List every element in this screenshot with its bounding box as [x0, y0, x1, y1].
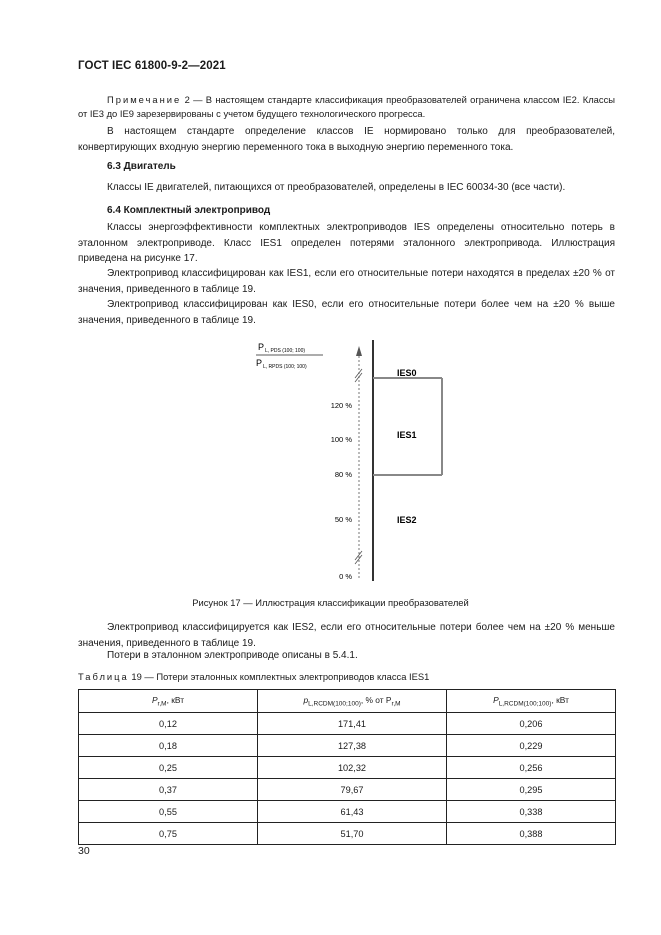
- cell-absolute-losses: 0,256: [447, 757, 616, 779]
- table-caption: [78, 671, 429, 682]
- tick-label-0: 0 %: [339, 572, 352, 581]
- paragraph-ie-definition: В настоящем стандарте определение классов IE нормировано только для преобразователей, конвертирующих входную энергию переменного тока в выходную энергию переменного тока.: [78, 126, 615, 153]
- class-label-ies1: IES1: [397, 430, 417, 440]
- fraction-denominator-subscript: L, RPDS (100; 100): [263, 364, 307, 370]
- table-row: [79, 823, 616, 845]
- table-row: [79, 801, 616, 823]
- table-row: [79, 735, 616, 757]
- reference-losses-table: [78, 689, 616, 845]
- cell-absolute-losses: 0,229: [447, 735, 616, 757]
- y-axis-arrow: [356, 346, 362, 356]
- cell-rated-power: 0,55: [79, 801, 258, 823]
- table-row: [79, 713, 616, 735]
- cell-relative-losses: 127,38: [258, 735, 447, 757]
- document-header: ГОСТ IEC 61800-9-2—2021: [78, 60, 226, 72]
- axis-break-upper-a: [355, 369, 362, 378]
- note-label: Примечание: [107, 94, 182, 105]
- cell-absolute-losses: 0,338: [447, 801, 616, 823]
- axis-break-lower-a: [355, 551, 362, 560]
- table-caption-text: 19 — Потери эталонных комплектных электроприводов класса IES1: [128, 671, 430, 682]
- paragraph-ies0: Электропривод классифицирован как IES0, если его относительные потери более чем на ±20 % выше значения, приведенного в таблице 19.: [78, 299, 615, 326]
- tick-label-100: 100 %: [330, 435, 352, 444]
- fraction-denominator-symbol: P: [256, 358, 263, 368]
- figure-17-diagram: [240, 338, 460, 588]
- cell-rated-power: 0,12: [79, 713, 258, 735]
- note-text: 2 — В настоящем стандарте классификация преобразователей ограничена классом IE2. Классы от IE3 до IE9 зарезервированы с учетом будущего технологического прогресса.: [78, 94, 615, 119]
- cell-relative-losses: 79,67: [258, 779, 447, 801]
- table-header-row: [79, 690, 616, 713]
- cell-absolute-losses: 0,388: [447, 823, 616, 845]
- table-row: [79, 757, 616, 779]
- cell-relative-losses: 102,32: [258, 757, 447, 779]
- paragraph-ies1: Электропривод классифицирован как IES1, если его относительные потери находятся в пределах ±20 % от значения, приведенного в таблице 19.: [78, 268, 615, 295]
- fraction-numerator-symbol: P: [258, 342, 265, 352]
- table-label: Таблица: [78, 671, 129, 682]
- paragraph-ies-classes: Классы энергоэффективности комплектных электроприводов IES определены относительно потерь в эталонном электроприводе. Класс IES1 определен потерями эталонного электропривода. Иллюстрация приведена на рисунке 17.: [78, 222, 615, 264]
- cell-rated-power: 0,75: [79, 823, 258, 845]
- column-header-rated-power: $P_{r,M}$, кВт: [79, 690, 258, 713]
- column-header-absolute-losses: $P_{L,RCDM(100;100)}$, кВт: [447, 690, 616, 713]
- section-heading-6-3: 6.3 Двигатель: [107, 161, 176, 172]
- paragraph-ies2: Электропривод классифицируется как IES2, если его относительные потери более чем на ±20 % меньше значения, приведенного в таблице 19.: [78, 622, 615, 649]
- cell-relative-losses: 51,70: [258, 823, 447, 845]
- class-label-ies2: IES2: [397, 515, 417, 525]
- figure-caption: Рисунок 17 — Иллюстрация классификации преобразователей: [192, 597, 469, 608]
- note-paragraph: [78, 93, 615, 121]
- tick-label-120: 120 %: [330, 401, 352, 410]
- cell-absolute-losses: 0,295: [447, 779, 616, 801]
- paragraph-reference-losses: Потери в эталонном электроприводе описаны в 5.4.1.: [107, 650, 358, 661]
- cell-rated-power: 0,25: [79, 757, 258, 779]
- table-row: [79, 779, 616, 801]
- fraction-numerator-subscript: L, PDS (100; 100): [265, 348, 306, 354]
- axis-break-lower-b: [355, 555, 362, 564]
- cell-relative-losses: 171,41: [258, 713, 447, 735]
- axis-break-upper-b: [355, 373, 362, 382]
- section-heading-6-4: 6.4 Комплектный электропривод: [107, 205, 271, 216]
- paragraph-motor-classes: Классы IE двигателей, питающихся от преобразователей, определены в IEC 60034-30 (все части).: [107, 182, 566, 193]
- column-header-relative-losses: $p_{L,RCDM(100;100)}$, % от $P_{r,M}$: [258, 690, 447, 713]
- page-number: 30: [78, 845, 90, 857]
- cell-absolute-losses: 0,206: [447, 713, 616, 735]
- class-label-ies0: IES0: [397, 368, 417, 378]
- tick-label-80: 80 %: [334, 470, 352, 479]
- cell-rated-power: 0,18: [79, 735, 258, 757]
- cell-relative-losses: 61,43: [258, 801, 447, 823]
- cell-rated-power: 0,37: [79, 779, 258, 801]
- tick-label-50: 50 %: [334, 515, 352, 524]
